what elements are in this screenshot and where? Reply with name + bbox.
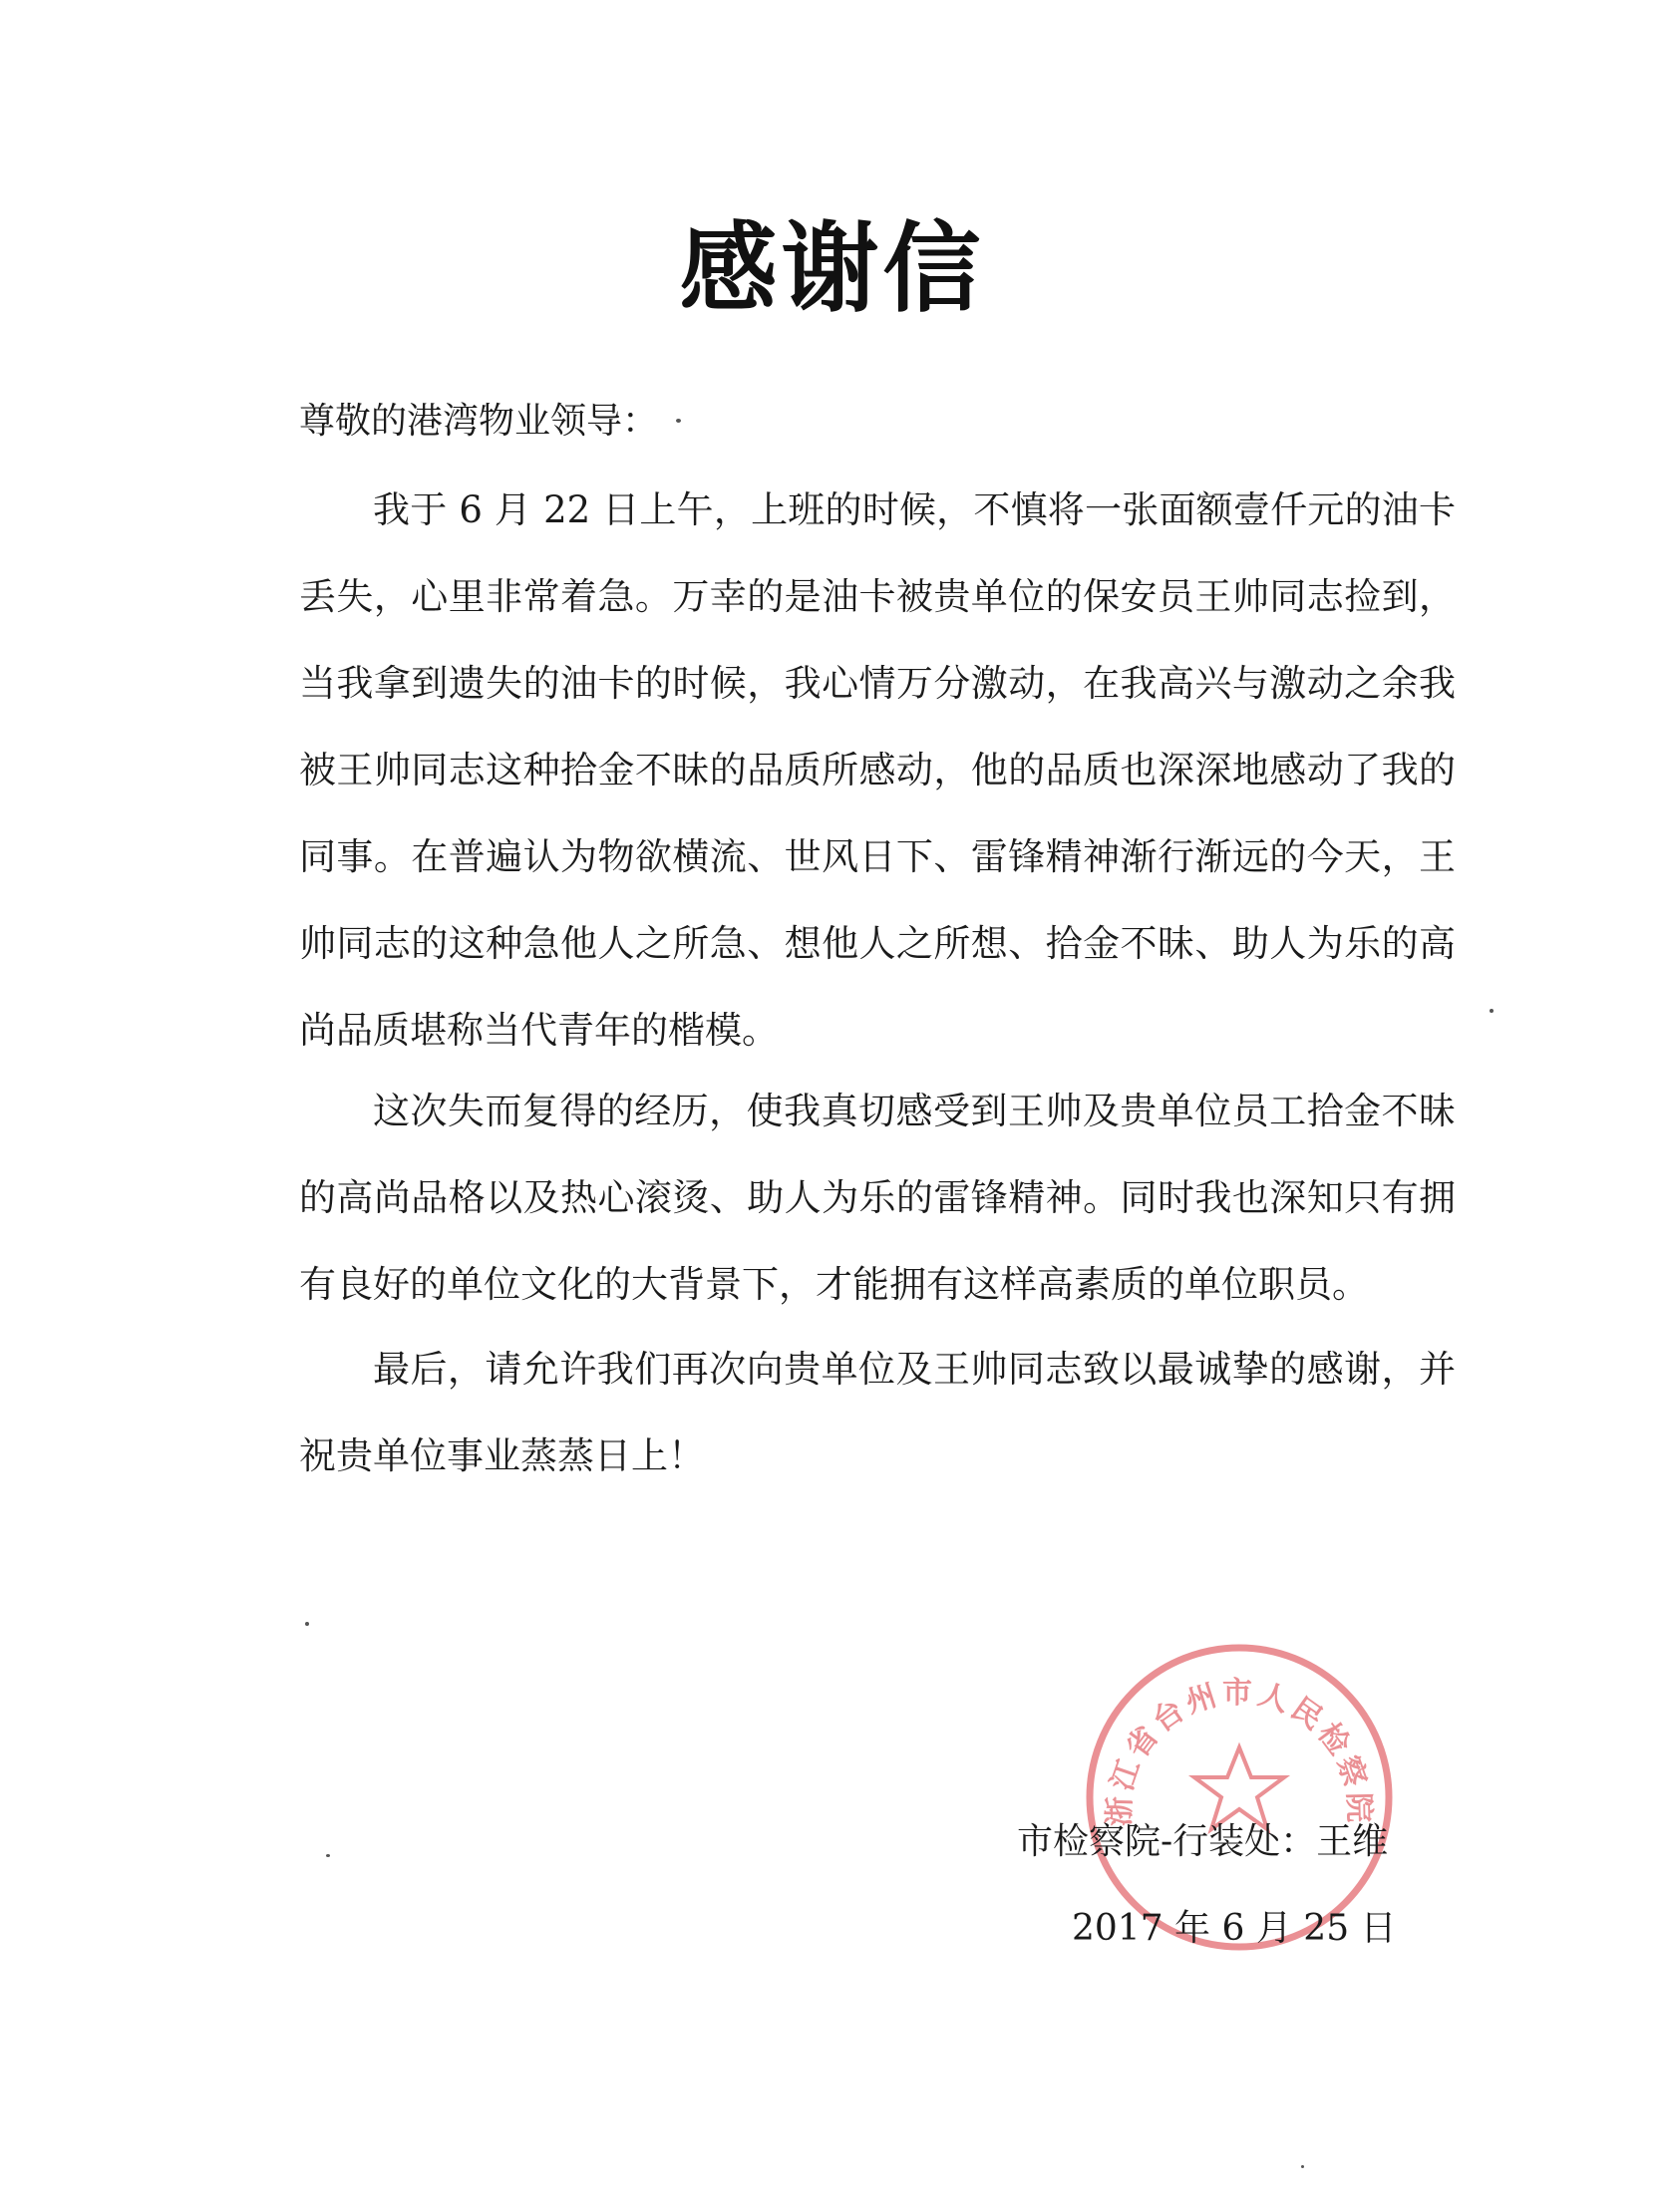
salutation: 尊敬的港湾物业领导： [299,401,659,442]
stamp-text: 浙江省台州市人民检察院 [1102,1675,1377,1827]
scan-speck [1301,2165,1304,2168]
paragraph-3: 最后，请允许我们再次向贵单位及王帅同志致以最诚挚的感谢，并祝贵单位事业蒸蒸日上！ [299,1348,1456,1477]
signature: 市检察院-行装处：王维 [1017,1821,1389,1862]
scan-speck [1490,1009,1494,1013]
letter-date: 2017 年 6 月 25 日 [1072,1908,1397,1949]
paragraph-1: 我于 6 月 22 日上午，上班的时候，不慎将一张面额壹仟元的油卡丢失，心里非常着急。万幸的是油卡被贵单位的保安员王帅同志捡到，当我拿到遗失的油卡的时候，我心情万分激动，在我高兴与激动之余我被王帅同志这种拾金不昧的品质所感动，他的品质也深深地感动了我的同事。在普遍认为物欲横流、世风日下、雷锋精神渐行渐远的今天，王帅同志的这种急他人之所急、想他人之所想、拾金不昧、助人为乐的高尚品质堪称当代青年的楷模。 [299,488,1456,1052]
paragraph-2: 这次失而复得的经历，使我真切感受到王帅及贵单位员工拾金不昧的高尚品格以及热心滚烫、助人为乐的雷锋精神。同时我也深知只有拥有良好的单位文化的大背景下，才能拥有这样高素质的单位职员。 [299,1090,1456,1306]
letter-title: 感谢信 [679,212,985,326]
scan-speck [305,1622,309,1626]
scan-speck [676,419,681,423]
scan-speck [326,1854,330,1857]
